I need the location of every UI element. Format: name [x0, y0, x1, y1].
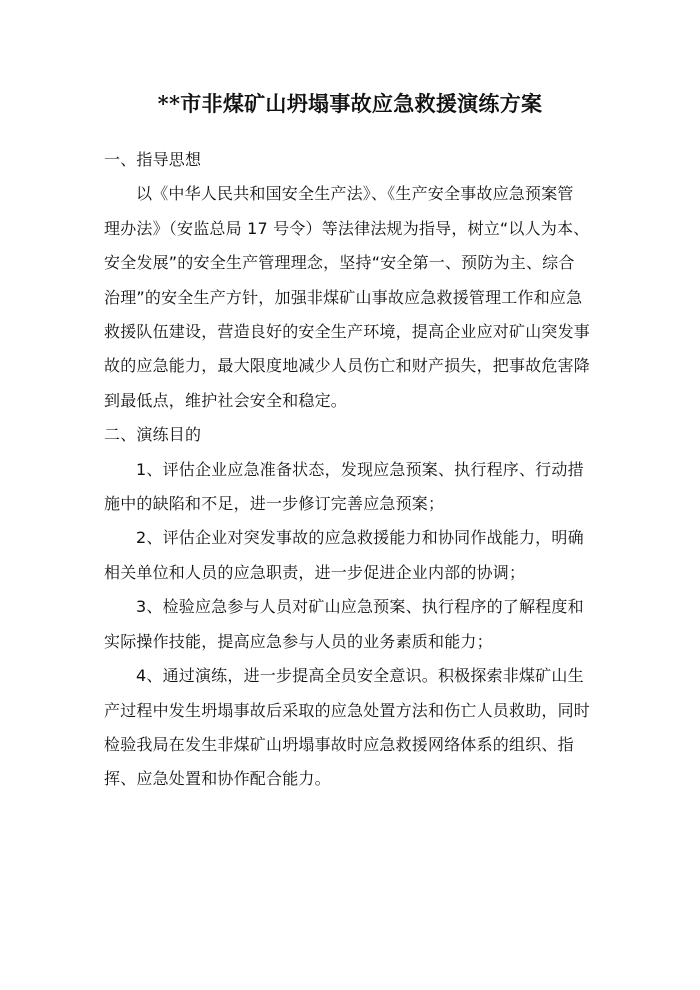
text-line: 救援队伍建设，营造良好的安全生产环境，提高企业应对矿山突发事 — [104, 322, 591, 342]
text-line: 到最低点，维护社会安全和稳定。 — [104, 390, 348, 410]
text-line: 实际操作技能，提高应急参与人员的业务素质和能力； — [104, 631, 493, 651]
text-line: 3、检验应急参与人员对矿山应急预案、执行程序的了解程度和 — [136, 597, 584, 617]
paragraph — [104, 453, 601, 522]
section-heading: 一、指导思想 — [104, 150, 202, 169]
text-line: 检验我局在发生非煤矿山坍塌事故时应急救援网络体系的组织、指 — [104, 734, 574, 754]
paragraph — [104, 521, 601, 590]
section-heading: 二、演练目的 — [104, 425, 202, 445]
text-line: 2、评估企业对突发事故的应急救援能力和协同作战能力，明确 — [136, 528, 584, 548]
paragraph — [104, 659, 601, 797]
paragraph — [104, 590, 601, 659]
text-line: 产过程中发生坍塌事故后采取的应急处置方法和伤亡人员救助，同时 — [104, 700, 591, 720]
section-guiding-ideology — [104, 143, 601, 418]
paragraph — [104, 177, 601, 418]
text-line: 以《中华人民共和国安全生产法》、《生产安全事故应急预案管 — [136, 184, 574, 204]
text-line: 施中的缺陷和不足，进一步修订完善应急预案； — [104, 494, 445, 514]
text-line: 治理”的安全生产方针，加强非煤矿山事故应急救援管理工作和应急 — [104, 287, 583, 307]
text-line: 4、通过演练，进一步提高全员安全意识。积极探索非煤矿山生 — [136, 666, 584, 686]
text-line: 安全发展”的安全生产管理理念，坚持“安全第一、预防为主、综合 — [104, 253, 575, 273]
text-line: 1、评估企业应急准备状态，发现应急预案、执行程序、行动措 — [136, 459, 584, 479]
text-line: 相关单位和人员的应急职责，进一步促进企业内部的协调； — [104, 562, 526, 582]
text-line: 理办法》（安监总局 17 号令）等法律法规为指导，树立“以人为本、 — [104, 218, 590, 238]
document-body — [104, 143, 601, 797]
text-line: 故的应急能力，最大限度地减少人员伤亡和财产损失，把事故危害降 — [104, 356, 591, 376]
section-drill-purpose — [104, 418, 601, 796]
document-title: **市非煤矿山坍塌事故应急救援演练方案 — [157, 91, 543, 116]
text-line: 挥、应急处置和协作配合能力。 — [104, 769, 331, 789]
